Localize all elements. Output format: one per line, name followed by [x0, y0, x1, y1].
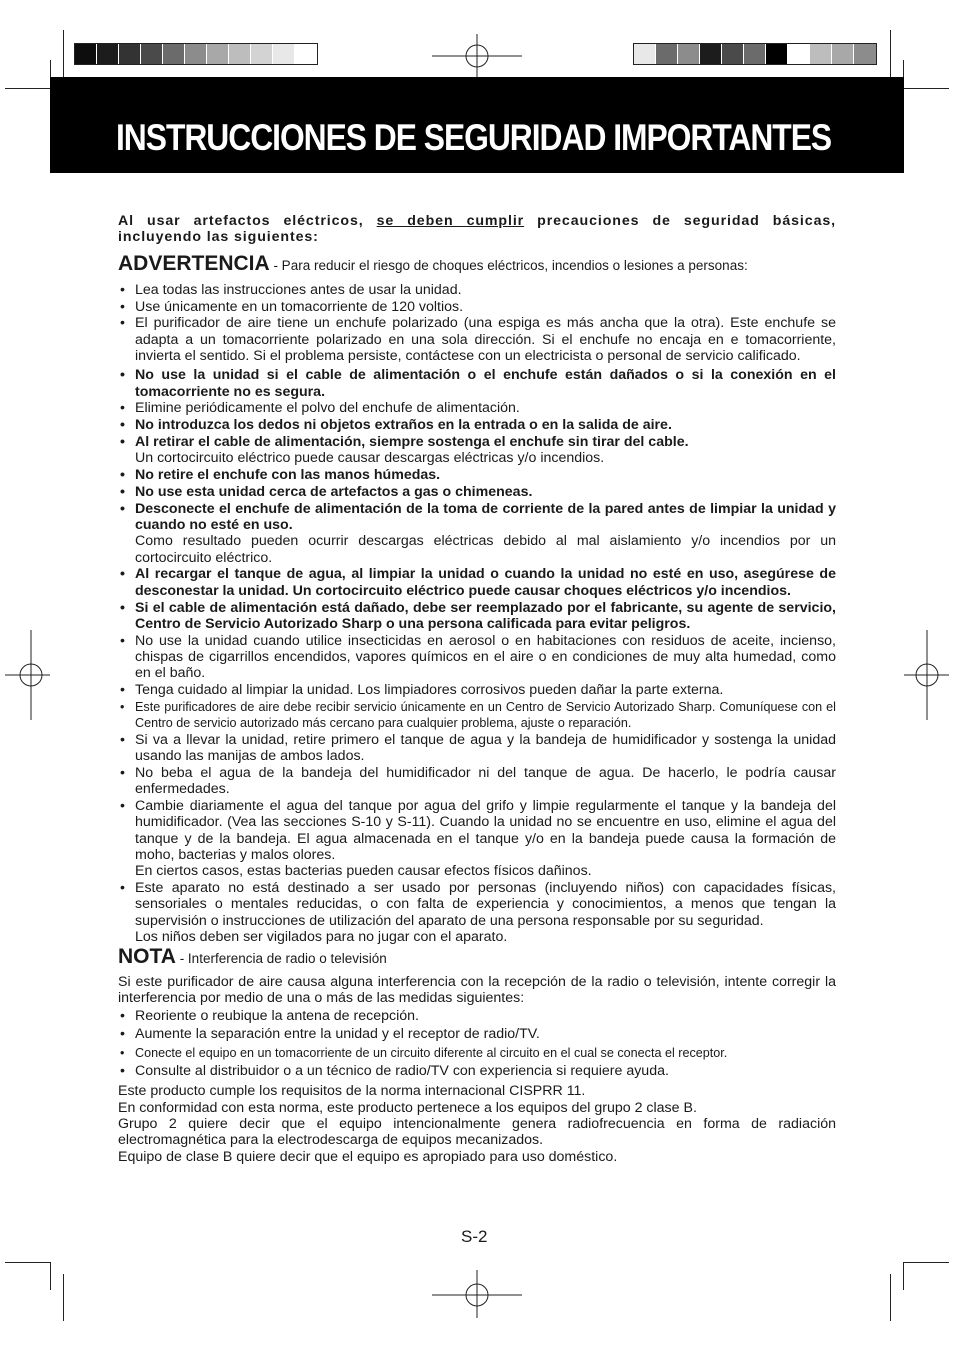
list-item: • No use esta unidad cerca de artefactos a gas o chimeneas. — [118, 484, 836, 500]
crop-mark — [5, 88, 50, 89]
crop-mark — [904, 88, 949, 89]
warning-heading: ADVERTENCIA — [118, 251, 270, 275]
intro-text: Al usar artefactos eléctricos, — [118, 213, 377, 229]
warning-list — [118, 282, 836, 945]
color-swatch — [832, 44, 854, 64]
compliance-line: Este producto cumple los requisitos de la norma internacional CISPRR 11. — [118, 1083, 586, 1100]
color-swatch — [788, 44, 810, 64]
list-item: • Al retirar el cable de alimentación, siempre sostenga el enchufe sin tirar del cable. Un cortocircuito eléctrico puede causar descargas eléctricas y/o incendios. — [118, 434, 836, 467]
nota-list — [118, 1008, 836, 1079]
color-swatch — [656, 44, 678, 64]
color-swatch — [119, 44, 141, 64]
color-swatch — [678, 44, 700, 64]
list-item: • Elimine periódicamente el polvo del enchufe de alimentación. — [118, 400, 836, 416]
color-swatch — [75, 44, 97, 64]
color-swatch — [273, 44, 295, 64]
registration-mark-icon — [5, 630, 50, 720]
list-item: • Si el cable de alimentación está dañado, debe ser reemplazado por el fabricante, su agente de servicio, Centro de Servicio Autorizado Sharp o una persona calificada para evitar peligros. — [118, 600, 836, 633]
list-item: • No introduzca los dedos ni objetos extraños en la entrada o en la salida de aire. — [118, 417, 836, 433]
color-swatch — [97, 44, 119, 64]
list-item: • Consulte al distribuidor o a un técnico de radio/TV con experiencia si requiere ayuda. — [118, 1063, 836, 1079]
nota-subtitle: - Interferencia de radio o televisión — [175, 951, 387, 967]
intro-emphasis: se deben cumplir — [376, 213, 525, 229]
crop-mark — [904, 1262, 949, 1263]
compliance-line: Equipo de clase B quiere decir que el equipo es apropiado para uso doméstico. — [118, 1148, 618, 1165]
color-swatch — [163, 44, 185, 64]
list-item: • Si va a llevar la unidad, retire primero el tanque de agua y la bandeja de humidificador y sostenga la unidad usando las manijas de ambos lados. — [118, 732, 836, 765]
registration-mark-icon — [432, 1270, 522, 1318]
nota-heading: NOTA — [118, 945, 176, 969]
list-item: • El purificador de aire tiene un enchufe polarizado (una espiga es más ancha que la otra). Este enchufe se adapta a un tomacorriente polarizado en una sola dirección. Si el enchufe no encaja en e tomacorriente, invierta el sentido. Si el problema persiste, contáctese con un electricista o personal de servicio calificado. — [118, 315, 836, 364]
color-swatch — [185, 44, 207, 64]
list-item: • Tenga cuidado al limpiar la unidad. Los limpiadores corrosivos pueden dañar la parte externa. — [118, 682, 836, 698]
compliance-text — [118, 1083, 836, 1164]
list-item: • No beba el agua de la bandeja del humidificador ni del tanque de agua. De hacerlo, le podría causar enfermedades. — [118, 765, 836, 798]
safety-content — [118, 213, 836, 1165]
color-swatch — [207, 44, 229, 64]
color-swatch — [634, 44, 656, 64]
warning-subtitle: - Para reducir el riesgo de choques eléctricos, incendios o lesiones a personas: — [269, 257, 748, 273]
crop-mark — [5, 1262, 50, 1263]
crop-mark — [903, 1262, 904, 1290]
color-swatch — [251, 44, 273, 64]
list-item: • Cambie diariamente el agua del tanque por agua del grifo y limpie regularmente el tanque y la bandeja del humidificador. (Vea las secciones S-10 y S-11). Cuando la unidad no se encuentre en uso, elimine el agua del tanque y de la bandeja. El agua almacenada en el tanque y/o en la bandeja puede causa la formación de moho, bacterias y malos olores. En ciertos casos, estas bacterias pueden causar efectos físicos dañinos. — [118, 798, 836, 879]
title-banner — [50, 77, 904, 173]
registration-mark-icon — [904, 630, 949, 720]
nota-header — [118, 945, 836, 969]
list-item: • Conecte el equipo en un tomacorriente de un circuito diferente al circuito en el cual se conecta el receptor. — [118, 1045, 836, 1061]
list-item: • Reoriente o reubique la antena de recepción. — [118, 1008, 836, 1024]
warning-header — [118, 251, 836, 275]
intro-text: precauciones de seguridad básicas, incluyendo las siguientes: — [118, 213, 836, 246]
list-item: • Use únicamente en un tomacorriente de 120 voltios. — [118, 299, 836, 315]
list-item: • Este purificadores de aire debe recibir servicio únicamente en un Centro de Servicio Autorizado Sharp. Comuníquese con el Centro de servicio autorizado más cercano para cualquier problema, ajuste o reparación. — [118, 699, 836, 732]
list-item: • Aumente la separación entre la unidad y el receptor de radio/TV. — [118, 1026, 836, 1042]
crop-mark — [63, 30, 64, 77]
compliance-line: Grupo 2 quiere decir que el equipo intencionalmente genera radiofrecuencia en forma de radiación electromagnética para la electrodescarga de equipos mecanizados. — [118, 1115, 836, 1149]
color-bar-left — [74, 43, 318, 65]
list-item: • Lea todas las instrucciones antes de usar la unidad. — [118, 282, 836, 298]
color-swatch — [854, 44, 876, 64]
color-swatch — [810, 44, 832, 64]
list-item: • No use la unidad si el cable de alimentación o el enchufe están dañados o si la conexión en el tomacorriente no es segura. — [118, 367, 836, 400]
compliance-line: En conformidad con esta norma, este producto pertenece a los equipos del grupo 2 clase B. — [118, 1099, 697, 1116]
list-item: • Al recargar el tanque de agua, al limpiar la unidad o cuando la unidad no esté en uso, asegúrese de desconestar la unidad. Un cortocircuito eléctrico puede causar choques eléctricos y/o incendios. — [118, 566, 836, 599]
color-swatch — [229, 44, 251, 64]
color-swatch — [141, 44, 163, 64]
list-item: • Desconecte el enchufe de alimentación de la toma de corriente de la pared antes de limpiar la unidad y cuando no esté en uso. Como resultado pueden ocurrir descargas eléctricas debido al mal aislamiento y/o incendios por un cortocircuito eléctrico. — [118, 501, 836, 566]
crop-mark — [890, 30, 891, 77]
list-item: • No use la unidad cuando utilice insecticidas en aerosol o en habitaciones con residuos de aceite, incienso, chispas de cigarrillos encendidos, vapores químicos en el aire o en condiciones de muy alta humedad, como en el baño. — [118, 633, 836, 682]
crop-mark — [50, 1262, 51, 1290]
color-swatch — [722, 44, 744, 64]
list-item: • Este aparato no está destinado a ser usado por personas (incluyendo niños) con capacidades físicas, sensoriales o mentales reducidas, o con falta de experiencia y conocimientos, a menos que tengan la supervisión o instrucciones de utilización del aparato de una persona responsable por su seguridad. Los niños deben ser vigilados para no jugar con el aparato. — [118, 880, 836, 945]
crop-mark — [890, 1274, 891, 1321]
registration-mark-icon — [432, 34, 522, 82]
crop-mark — [63, 1274, 64, 1321]
color-swatch — [295, 44, 317, 64]
color-swatch — [744, 44, 766, 64]
color-swatch — [700, 44, 722, 64]
color-bar-right — [633, 43, 877, 65]
page-title: INSTRUCCIONES DE SEGURIDAD IMPORTANTES — [116, 117, 832, 158]
color-swatch — [766, 44, 788, 64]
intro-paragraph — [118, 213, 836, 246]
list-item: • No retire el enchufe con las manos húmedas. — [118, 467, 836, 483]
page-number: S-2 — [461, 1227, 488, 1246]
nota-intro: Si este purificador de aire causa alguna interferencia con la recepción de la radio o televisión, intente corregir la interferencia por medio de una o más de las medidas siguientes: — [118, 973, 836, 1006]
